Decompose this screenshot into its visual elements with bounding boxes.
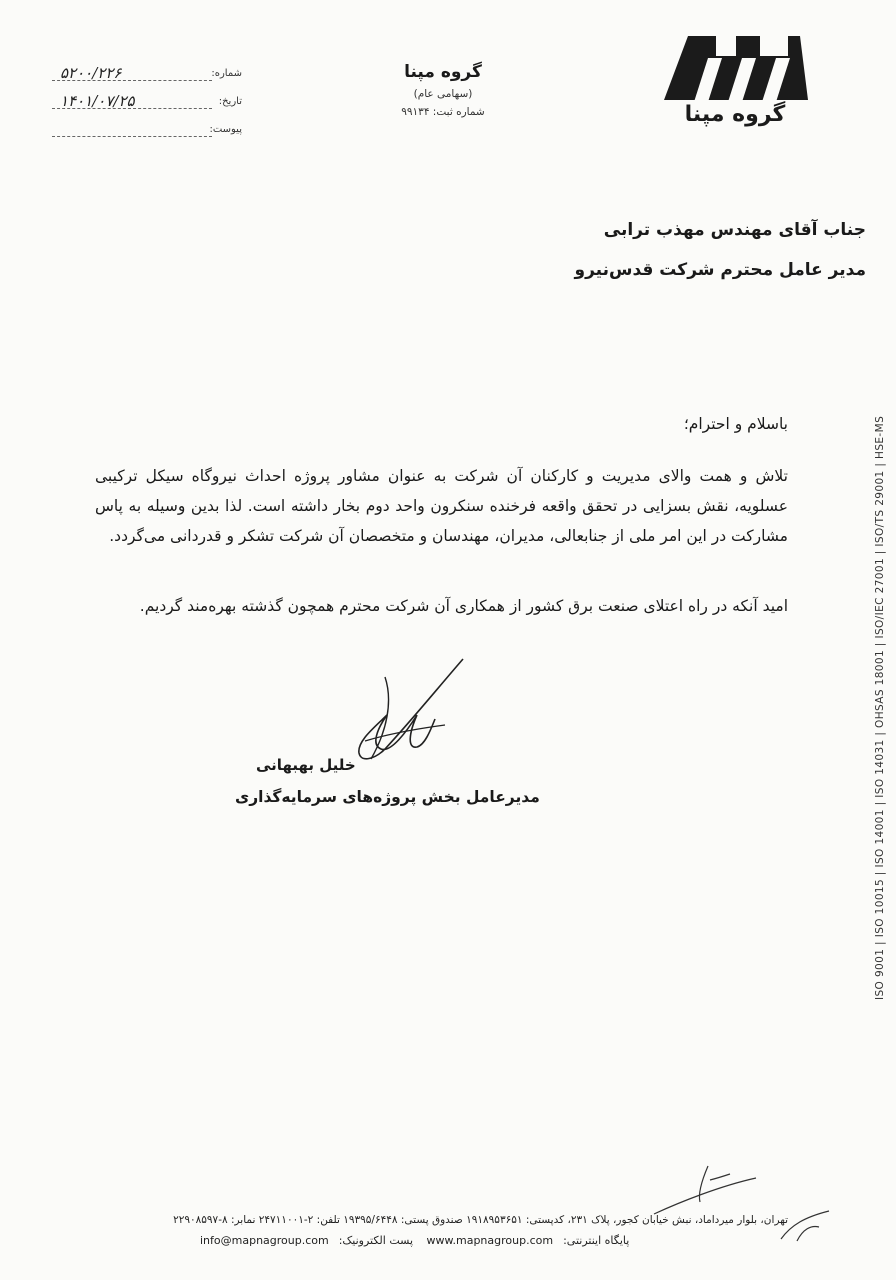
recipient-block <box>575 210 866 290</box>
paragraph-2: امید آنکه در راه اعتلای صنعت برق کشور از همکاری آن شرکت محترم همچون گذشته بهره‌مند گردیم. <box>139 597 788 615</box>
company-block <box>380 62 506 118</box>
attachment-row <box>52 120 242 142</box>
logo-text: گروه مپنا <box>684 102 786 127</box>
website-label: پایگاه اینترنتی: <box>563 1234 630 1247</box>
number-value: ۵۲۰۰/۲۲۶ <box>60 64 122 82</box>
date-row <box>52 92 242 114</box>
attachment-label: پیوست: <box>209 124 242 135</box>
certifications-strip: ISO 9001 | ISO 10015 | ISO 14001 | ISO 14031 | OHSAS 18001 | ISO/IEC 27001 | ISO/TS 29001 | HSE-MS <box>874 415 886 1000</box>
company-type: (سهامی عام) <box>413 88 473 100</box>
recipient-title: مدیر عامل محترم شرکت قدس‌نیرو <box>574 260 866 280</box>
date-value: ۱۴۰۱/۰۷/۲۵ <box>60 92 135 110</box>
footer-contacts <box>190 1234 629 1247</box>
email-link[interactable]: info@mapnagroup.com <box>200 1234 329 1247</box>
recipient-name: جناب آقای مهندس مهذب ترابی <box>603 220 866 240</box>
number-row <box>52 64 242 86</box>
footer-address: تهران، بلوار میرداماد، نبش خیابان کجور، پلاک ۲۳۱، کدپستی: ۱۹۱۸۹۵۳۶۵۱ صندوق پستی: ۱۹۳۹۵/۶۴۴۸ تلفن: ۲-۲۴۷۱۱۰۰۱ نمابر: ۸-۲۲۹۰۸۵۹۷ <box>173 1214 788 1226</box>
paragraph-1: تلاش و همت والای مدیریت و کارکنان آن شرکت به عنوان مشاور پروژه احداث نیروگاه سیکل ترکیبی عسلویه، نقش بسزایی در تحقق واقعه فرخنده سنکرون واحد دوم بخار داشته است. لذا بدین وسیله به پاس مشارکت در این امر ملی از جنابعالی، مدیران، مهندسان و متخصصان آن شرکت تشکر و قدردانی می‌گردد. <box>95 467 788 545</box>
number-label: شماره: <box>211 68 242 79</box>
email-label: پست الکترونیک: <box>338 1234 414 1247</box>
signer-name: خلیل بهبهانی <box>256 756 356 774</box>
attachment-line <box>52 136 212 137</box>
company-name: گروه مپنا <box>404 62 482 82</box>
signer-title: مدیرعامل بخش پروژه‌های سرمایه‌گذاری <box>235 788 540 806</box>
website-link[interactable]: www.mapnagroup.com <box>426 1234 554 1247</box>
date-label: تاریخ: <box>218 96 242 107</box>
registration-number: شماره ثبت: ۹۹۱۳۴ <box>401 106 485 118</box>
initial-scribble <box>650 1158 760 1218</box>
greeting: باسلام و احترام؛ <box>683 415 788 433</box>
